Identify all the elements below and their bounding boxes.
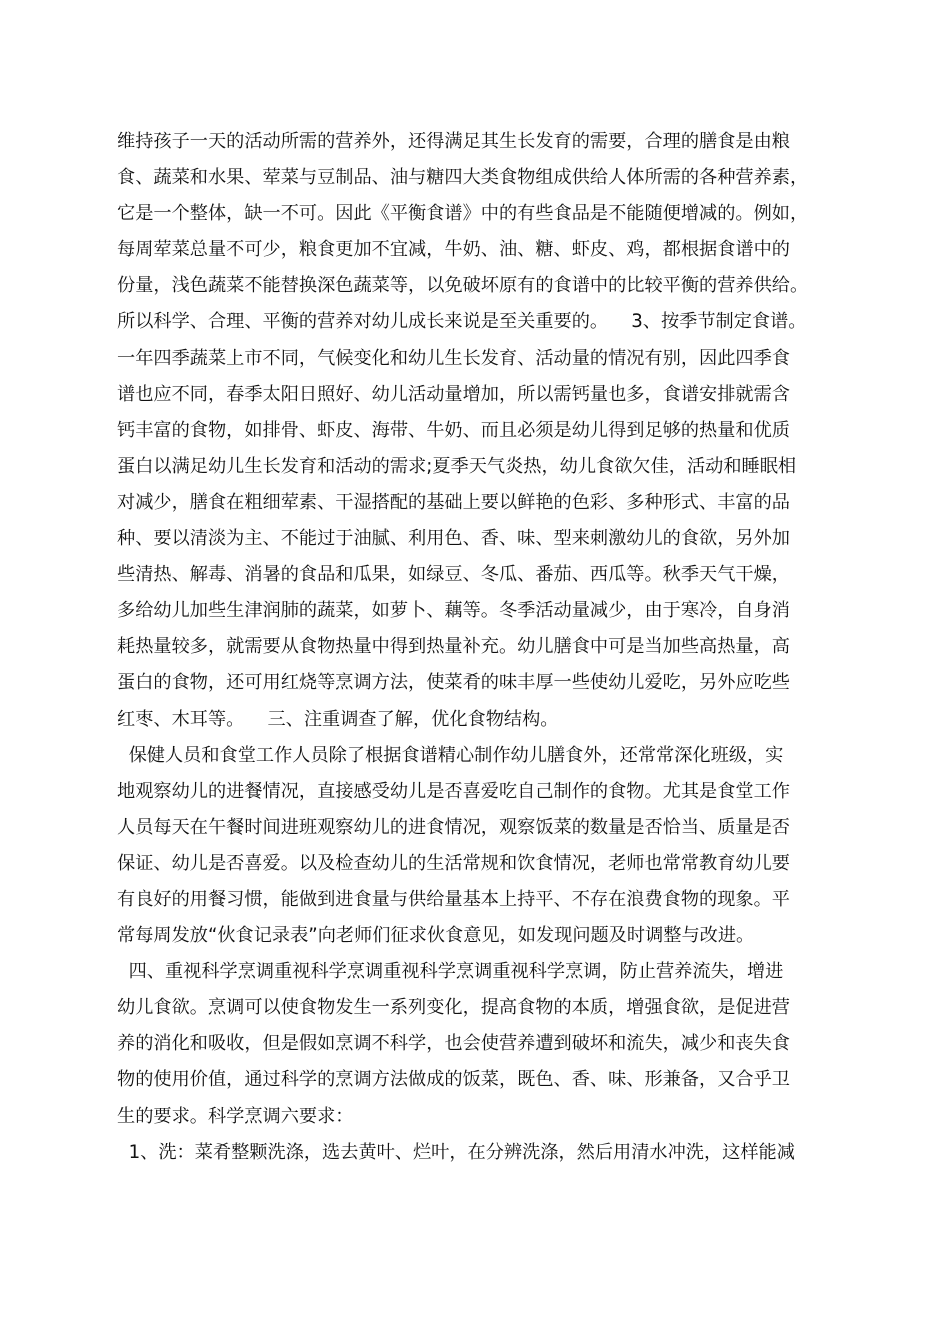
body-text — [117, 124, 833, 1171]
text-line: 食、蔬菜和水果、荤菜与豆制品、油与糖四大类食物组成供给人体所需的各种营养素， — [117, 167, 809, 189]
text-line: 有良好的用餐习惯，能做到进食量与供给量基本上持平、不存在浪费食物的现象。平 — [117, 888, 790, 910]
text-line: 种、要以清淡为主、不能过于油腻、利用色、香、味、型来刺激幼儿的食欲，另外加 — [117, 528, 790, 550]
text-line: 物的使用价值，通过科学的烹调方法做成的饭菜，既色、香、味、形兼备，又合乎卫 — [117, 1069, 790, 1091]
text-line: 养的消化和吸收，但是假如烹调不科学，也会使营养遭到破坏和流失，减少和丧失食 — [117, 1033, 790, 1055]
text-line: 些清热、解毒、消暑的食品和瓜果，如绿豆、冬瓜、番茄、西瓜等。秋季天气干燥， — [117, 564, 790, 586]
text-line: 红枣、木耳等。 三、注重调查了解，优化食物结构。 — [117, 708, 559, 730]
text-line: 蛋白以满足幼儿生长发育和活动的需求;夏季天气炎热，幼儿食欲欠佳，活动和睡眠相 — [117, 455, 797, 477]
text-line: 维持孩子一天的活动所需的营养外，还得满足其生长发育的需要，合理的膳食是由粮 — [117, 131, 790, 152]
text-line: 所以科学、合理、平衡的营养对幼儿成长来说是至关重要的。 3、按季节制定食谱。 — [117, 311, 807, 333]
text-line: 一年四季蔬菜上市不同，气候变化和幼儿生长发育、活动量的情况有别，因此四季食 — [117, 347, 790, 369]
text-line: 生的要求。科学烹调六要求： — [117, 1105, 354, 1127]
text-line: 幼儿食欲。烹调可以使食物发生一系列变化，提高食物的本质，增强食欲，是促进营 — [117, 997, 790, 1019]
text-line: 对减少，膳食在粗细荤素、干湿搭配的基础上要以鲜艳的色彩、多种形式、丰富的品 — [117, 491, 790, 513]
text-line: 常每周发放“伙食记录表”向老师们征求伙食意见，如发现问题及时调整与改进。 — [117, 925, 755, 947]
text-line: 份量，浅色蔬菜不能替换深色蔬菜等，以免破坏原有的食谱中的比较平衡的营养供给。 — [117, 275, 809, 297]
text-line: 人员每天在午餐时间进班观察幼儿的进食情况，观察饭菜的数量是否恰当、质量是否 — [117, 816, 790, 838]
text-line: 四、重视科学烹调重视科学烹调重视科学烹调重视科学烹调，防止营养流失，增进 — [117, 961, 784, 983]
text-line: 蛋白的食物，还可用红烧等烹调方法，使菜肴的味丰厚一些使幼儿爱吃，另外应吃些 — [117, 672, 790, 694]
text-line: 多给幼儿加些生津润肺的蔬菜，如萝卜、藕等。冬季活动量减少，由于寒冷，自身消 — [117, 600, 790, 622]
text-line: 耗热量较多，就需要从食物热量中得到热量补充。幼儿膳食中可是当加些高热量，高 — [117, 636, 790, 658]
text-line: 每周荤菜总量不可少，粮食更加不宜减，牛奶、油、糖、虾皮、鸡，都根据食谱中的 — [117, 239, 790, 261]
text-line: 保健人员和食堂工作人员除了根据食谱精心制作幼儿膳食外，还常常深化班级，实 — [117, 744, 784, 766]
text-line: 保证、幼儿是否喜爱。以及检查幼儿的生活常规和饮食情况，老师也常常教育幼儿要 — [117, 852, 790, 874]
text-line: 谱也应不同，春季太阳日照好、幼儿活动量增加，所以需钙量也多，食谱安排就需含 — [117, 383, 790, 405]
text-line: 钙丰富的食物，如排骨、虾皮、海带、牛奶、而且必须是幼儿得到足够的热量和优质 — [117, 419, 790, 441]
text-line: 它是一个整体，缺一不可。因此《平衡食谱》中的有些食品是不能随便增减的。例如， — [117, 203, 809, 225]
text-line: 1、洗：菜肴整颗洗涤，选去黄叶、烂叶，在分辨洗涤，然后用清水冲洗，这样能减 — [117, 1141, 795, 1163]
text-line: 地观察幼儿的进餐情况，直接感受幼儿是否喜爱吃自己制作的食物。尤其是食堂工作 — [117, 780, 790, 802]
